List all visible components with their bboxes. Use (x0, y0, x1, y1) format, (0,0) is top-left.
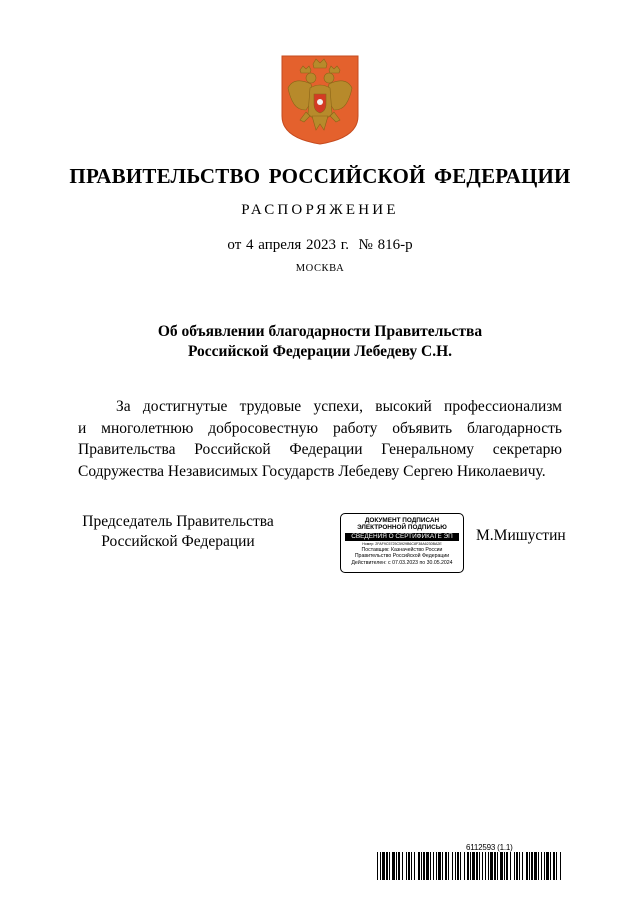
stamp-certificate-number: Номер: 2FAF9C5725C5929B6C8F38A6230BA2E (362, 542, 442, 546)
stamp-issuer: Поставщик: Казначейство России (361, 547, 443, 553)
signatory-title (78, 512, 278, 552)
document-type: РАСПОРЯЖЕНИЕ (241, 202, 399, 218)
document-date-number: от 4 апреля 2023 г. № 816-р (227, 237, 413, 253)
coat-of-arms-icon (280, 54, 360, 146)
body-line: Содружества Независимых Государств Лебедеву Сергею Николаевичу. (78, 462, 546, 480)
subject-line: Об объявлении благодарности Правительства (157, 323, 483, 340)
signatory-name: М.Мишустин (476, 527, 566, 544)
signatory-title-line: Российской Федерации (101, 533, 255, 550)
barcode-icon (377, 852, 563, 880)
body-line: Правительства Российской Федерации Генеральному секретарю (78, 441, 562, 458)
document-subject (0, 322, 640, 362)
subject-line: Российской Федерации Лебедеву С.Н. (187, 343, 453, 360)
document-city: МОСКВА (295, 263, 345, 274)
stamp-title-line: ДОКУМЕНТ ПОДПИСАН (364, 517, 440, 524)
body-line: и многолетнюю добросовестную работу объявить благодарность (78, 419, 562, 437)
stamp-header: СВЕДЕНИЯ О СЕРТИФИКАТЕ ЭП (345, 533, 459, 541)
signatory-title-line: Председатель Правительства (82, 513, 274, 530)
stamp-issuer: Правительство Российской Федерации (354, 553, 450, 560)
stamp-validity: Действителен: с 07.03.2023 по 30.05.2024 (351, 559, 453, 566)
electronic-signature-stamp (340, 513, 464, 573)
stamp-title-line: ЭЛЕКТРОННОЙ ПОДПИСЬЮ (357, 524, 447, 531)
government-title: ПРАВИТЕЛЬСТВО РОССИЙСКОЙ ФЕДЕРАЦИИ (69, 164, 571, 188)
document-code: 6112593 (1.1) (466, 843, 513, 852)
stamp-title (341, 517, 463, 531)
document-body (78, 396, 562, 482)
body-line: За достигнутые трудовые успехи, высокий профессионализм (116, 398, 562, 415)
